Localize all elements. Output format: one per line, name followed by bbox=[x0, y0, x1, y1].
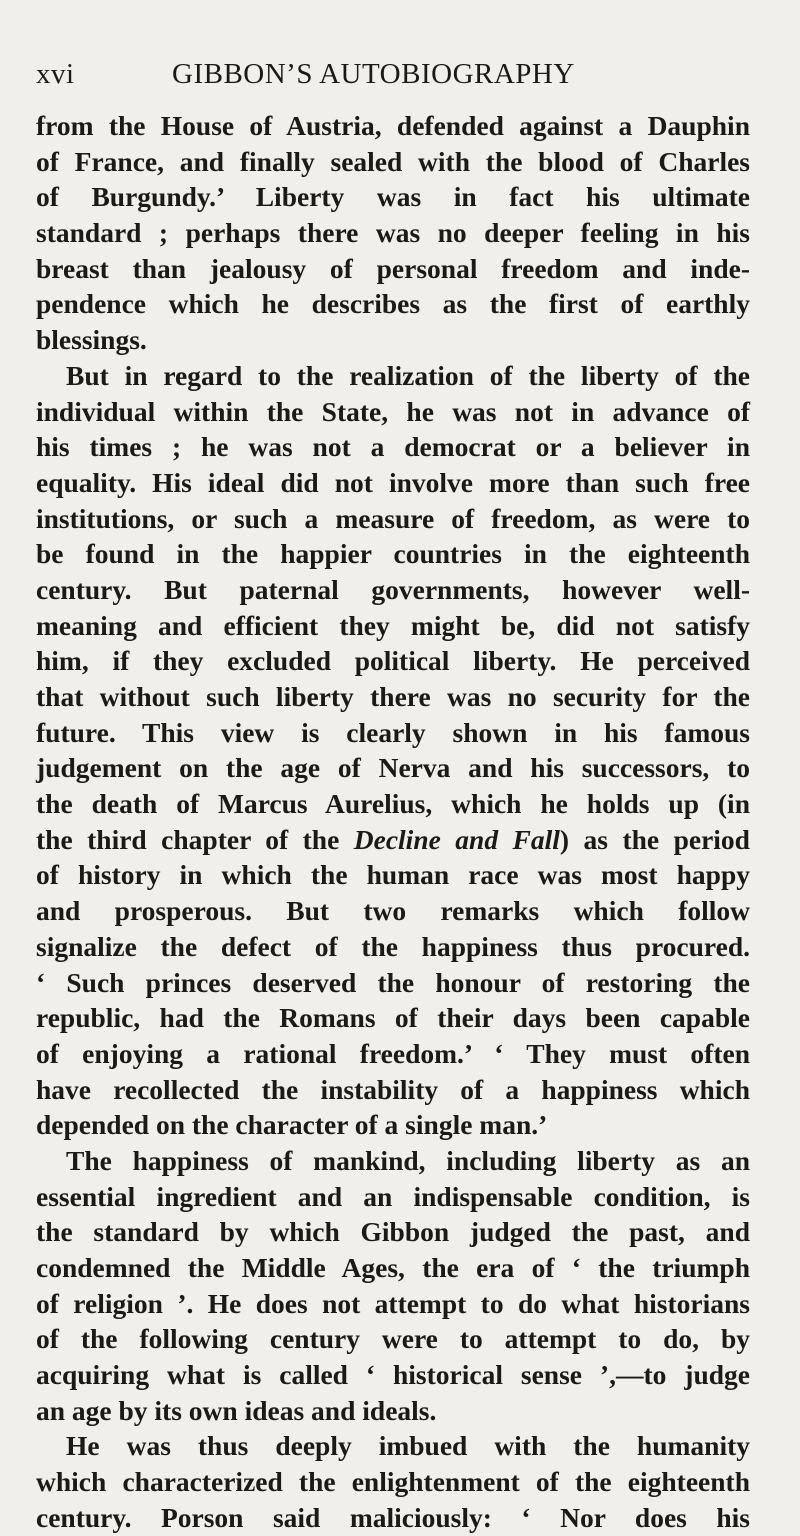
text-line: which characterized the enlightenment of the eighteenth bbox=[36, 1466, 750, 1498]
text-line: of religion ’. He does not attempt to do what historians bbox=[36, 1287, 750, 1319]
text-line: of enjoying a rational freedom.’ ‘ They must often bbox=[36, 1037, 750, 1069]
text-line: be found in the happier countries in the eighteenth bbox=[36, 538, 750, 570]
running-head bbox=[36, 54, 756, 94]
text-line: that without such liberty there was no security for the bbox=[36, 681, 750, 712]
text-line: republic, had the Romans of their days been capable bbox=[36, 1002, 750, 1034]
text-line: signalize the defect of the happiness thus procured. bbox=[36, 930, 750, 962]
text-segment: the third chapter of the bbox=[36, 823, 354, 855]
text-line bbox=[36, 822, 750, 858]
text-line: individual within the State, he was not in advance of bbox=[36, 395, 750, 427]
text-line: of Burgundy.’ Liberty was in fact his ultimate bbox=[36, 181, 750, 213]
text-line: his times ; he was not a democrat or a believer in bbox=[36, 431, 750, 463]
text-line: institutions, or such a measure of freedom, as were to bbox=[36, 502, 750, 534]
text-line: him, if they excluded political liberty. He perceived bbox=[36, 645, 750, 677]
text-line: essential ingredient and an indispensable condition, is bbox=[36, 1180, 750, 1212]
text-segment: ) as the period bbox=[559, 823, 750, 855]
text-line: the standard by which Gibbon judged the past, and bbox=[36, 1216, 750, 1248]
text-line: of the following century were to attempt to do, by bbox=[36, 1323, 750, 1355]
text-line: depended on the character of a single man.’ bbox=[36, 1109, 548, 1141]
text-line: of history in which the human race was most happy bbox=[36, 859, 750, 891]
text-line: have recollected the instability of a happiness which bbox=[36, 1073, 750, 1105]
running-title: GIBBON’S AUTOBIOGRAPHY bbox=[172, 58, 575, 90]
page-number: xvi bbox=[36, 58, 75, 90]
text-line: meaning and efficient they might be, did not satisfy bbox=[36, 609, 750, 641]
text-line: pendence which he describes as the first of earthly bbox=[36, 288, 750, 320]
text-line: equality. His ideal did not involve more than such free bbox=[36, 466, 750, 498]
text-line: of France, and finally sealed with the blood of Charles bbox=[36, 145, 750, 177]
text-line: blessings. bbox=[36, 324, 147, 356]
text-line: He was thus deeply imbued with the humanity bbox=[66, 1430, 750, 1462]
text-line: ‘ Such princes deserved the honour of restoring the bbox=[36, 966, 750, 998]
text-line: future. This view is clearly shown in his famous bbox=[36, 716, 750, 748]
text-line: But in regard to the realization of the liberty of the bbox=[66, 359, 750, 391]
text-line: an age by its own ideas and ideals. bbox=[36, 1394, 437, 1426]
text-line: The happiness of mankind, including liberty as an bbox=[66, 1144, 750, 1176]
body-text bbox=[36, 108, 750, 1536]
text-line: the death of Marcus Aurelius, which he holds up (in bbox=[36, 788, 750, 820]
text-line: standard ; perhaps there was no deeper feeling in his bbox=[36, 217, 750, 249]
text-line: acquiring what is called ‘ historical sense ’,—to judge bbox=[36, 1359, 750, 1391]
text-line: and prosperous. But two remarks which follow bbox=[36, 895, 750, 927]
text-line: from the House of Austria, defended against a Dauphin bbox=[36, 110, 750, 141]
text-line: century. But paternal governments, however well- bbox=[36, 573, 750, 605]
text-line: breast than jealousy of personal freedom and inde- bbox=[36, 252, 750, 284]
text-line: judgement on the age of Nerva and his successors, to bbox=[36, 752, 750, 784]
book-title-italic: Decline and Fall bbox=[353, 823, 560, 855]
text-line: condemned the Middle Ages, the era of ‘ the triumph bbox=[36, 1252, 750, 1283]
text-line: century. Porson said maliciously: ‘ Nor does his bbox=[36, 1501, 750, 1533]
